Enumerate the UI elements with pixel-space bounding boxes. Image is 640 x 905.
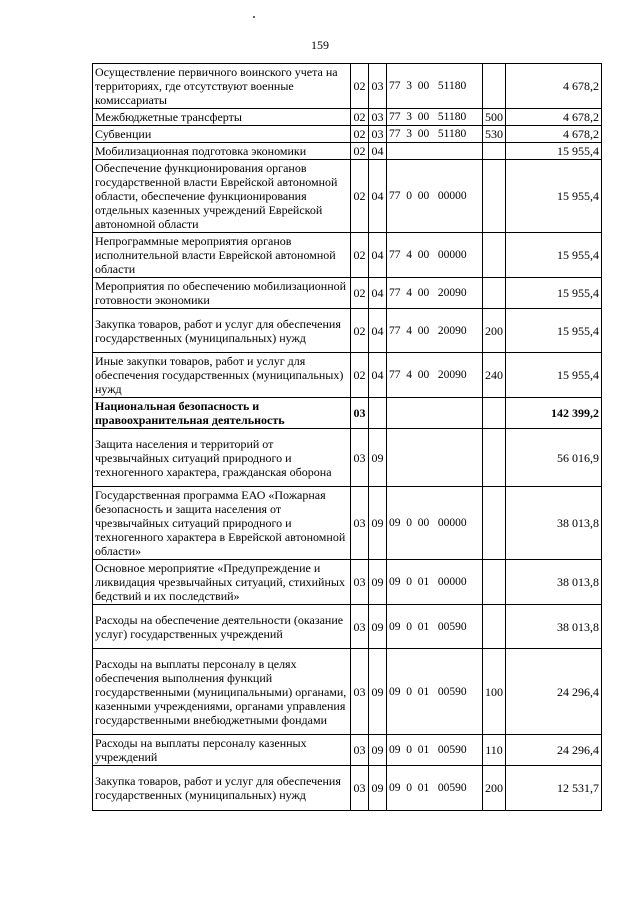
table-row [93,233,602,278]
row-program-code: 77 4 00 20090 [387,309,483,353]
row-expense-type [483,487,506,560]
row-razdel: 03 [351,735,369,766]
row-amount: 24 296,4 [506,735,602,766]
row-razdel: 02 [351,160,369,233]
row-name: Закупка товаров, работ и услуг для обеспечения государственных (муниципальных) нужд [93,309,351,353]
row-program-code: 77 4 00 20090 [387,353,483,398]
row-program-code: 77 4 00 20090 [387,278,483,309]
row-expense-type [483,143,506,160]
row-podrazdel: 09 [369,487,387,560]
row-name: Межбюджетные трансферты [93,109,351,126]
row-razdel: 02 [351,278,369,309]
row-program-code: 77 3 00 51180 [387,64,483,109]
row-program-code [387,398,483,429]
table-row [93,398,602,429]
row-razdel: 03 [351,560,369,605]
row-podrazdel: 09 [369,429,387,487]
row-program-code [387,429,483,487]
row-expense-type [483,64,506,109]
row-name: Обеспечение функционирования органов государственной власти Еврейской автономной области, обеспечение функционирования отдельных казенных учреждений Еврейской автономной области [93,160,351,233]
row-expense-type [483,605,506,649]
row-razdel: 02 [351,109,369,126]
row-amount: 24 296,4 [506,649,602,735]
page-number: 159 [311,38,329,52]
row-podrazdel: 04 [369,143,387,160]
row-name: Субвенции [93,126,351,143]
row-expense-type [483,233,506,278]
row-name: Закупка товаров, работ и услуг для обеспечения государственных (муниципальных) нужд [93,766,351,811]
row-podrazdel: 04 [369,160,387,233]
row-expense-type: 110 [483,735,506,766]
row-podrazdel: 04 [369,233,387,278]
table-row [93,143,602,160]
row-razdel: 02 [351,309,369,353]
row-amount: 38 013,8 [506,605,602,649]
row-expense-type [483,560,506,605]
row-program-code: 77 3 00 51180 [387,109,483,126]
row-program-code: 09 0 01 00590 [387,605,483,649]
row-name: Защита населения и территорий от чрезвычайных ситуаций природного и техногенного характера, гражданская оборона [93,429,351,487]
row-name: Расходы на выплаты персоналу казенных учреждений [93,735,351,766]
row-name: Расходы на обеспечение деятельности (оказание услуг) государственных учреждений [93,605,351,649]
row-name: Мероприятия по обеспечению мобилизационной готовности экономики [93,278,351,309]
row-podrazdel: 09 [369,735,387,766]
row-razdel: 03 [351,605,369,649]
table-row [93,160,602,233]
row-program-code: 09 0 00 00000 [387,487,483,560]
row-expense-type [483,398,506,429]
row-podrazdel: 03 [369,126,387,143]
row-expense-type [483,278,506,309]
row-amount: 38 013,8 [506,560,602,605]
table-row [93,429,602,487]
table-row [93,649,602,735]
row-expense-type [483,429,506,487]
row-name: Государственная программа ЕАО «Пожарная безопасность и защита населения от чрезвычайных ситуаций природного и техногенного характера в Еврейской автономной области» [93,487,351,560]
row-razdel: 03 [351,429,369,487]
row-razdel: 03 [351,766,369,811]
row-razdel: 02 [351,126,369,143]
row-expense-type: 100 [483,649,506,735]
row-amount: 15 955,4 [506,353,602,398]
table-row [93,605,602,649]
row-amount: 15 955,4 [506,160,602,233]
row-name: Основное мероприятие «Предупреждение и ликвидация чрезвычайных ситуаций, стихийных бедствий и их последствий» [93,560,351,605]
row-razdel: 02 [351,233,369,278]
row-amount: 15 955,4 [506,143,602,160]
row-podrazdel: 04 [369,353,387,398]
row-amount: 15 955,4 [506,309,602,353]
row-name: Расходы на выплаты персоналу в целях обеспечения выполнения функций государственными (муниципальными) органами, казенными учреждениями, органами управления государственными внебюджетными фондами [93,649,351,735]
row-expense-type: 500 [483,109,506,126]
table-row [93,309,602,353]
row-amount: 4 678,2 [506,126,602,143]
row-program-code: 77 4 00 00000 [387,233,483,278]
row-program-code: 09 0 01 00590 [387,735,483,766]
row-expense-type [483,160,506,233]
row-podrazdel: 03 [369,109,387,126]
row-name: Непрограммные мероприятия органов исполнительной власти Еврейской автономной области [93,233,351,278]
row-name: Осуществление первичного воинского учета на территориях, где отсутствуют военные комиссариаты [93,64,351,109]
row-amount: 15 955,4 [506,278,602,309]
scan-speck [253,16,255,18]
table-row [93,735,602,766]
budget-table-body [93,64,602,811]
row-amount: 142 399,2 [506,398,602,429]
row-name: Мобилизационная подготовка экономики [93,143,351,160]
table-row [93,560,602,605]
row-amount: 38 013,8 [506,487,602,560]
row-name: Национальная безопасность и правоохранительная деятельность [93,398,351,429]
row-razdel: 02 [351,143,369,160]
row-podrazdel: 04 [369,309,387,353]
table-row [93,109,602,126]
row-amount: 4 678,2 [506,64,602,109]
row-program-code: 09 0 01 00590 [387,649,483,735]
row-razdel: 02 [351,64,369,109]
row-razdel: 03 [351,398,369,429]
table-row [93,766,602,811]
table-row [93,64,602,109]
budget-table [92,63,602,811]
row-podrazdel: 03 [369,64,387,109]
row-expense-type: 200 [483,309,506,353]
row-podrazdel [369,398,387,429]
row-podrazdel: 09 [369,649,387,735]
row-program-code: 77 0 00 00000 [387,160,483,233]
row-expense-type: 530 [483,126,506,143]
row-podrazdel: 09 [369,560,387,605]
row-razdel: 03 [351,649,369,735]
row-program-code [387,143,483,160]
row-program-code: 77 3 00 51180 [387,126,483,143]
table-row [93,278,602,309]
row-podrazdel: 04 [369,278,387,309]
row-name: Иные закупки товаров, работ и услуг для обеспечения государственных (муниципальных) нужд [93,353,351,398]
row-podrazdel: 09 [369,605,387,649]
row-razdel: 03 [351,487,369,560]
row-expense-type: 200 [483,766,506,811]
row-program-code: 09 0 01 00590 [387,766,483,811]
row-amount: 15 955,4 [506,233,602,278]
row-razdel: 02 [351,353,369,398]
table-row [93,487,602,560]
row-program-code: 09 0 01 00000 [387,560,483,605]
table-row [93,353,602,398]
row-amount: 12 531,7 [506,766,602,811]
row-amount: 56 016,9 [506,429,602,487]
row-amount: 4 678,2 [506,109,602,126]
table-row [93,126,602,143]
row-expense-type: 240 [483,353,506,398]
row-podrazdel: 09 [369,766,387,811]
